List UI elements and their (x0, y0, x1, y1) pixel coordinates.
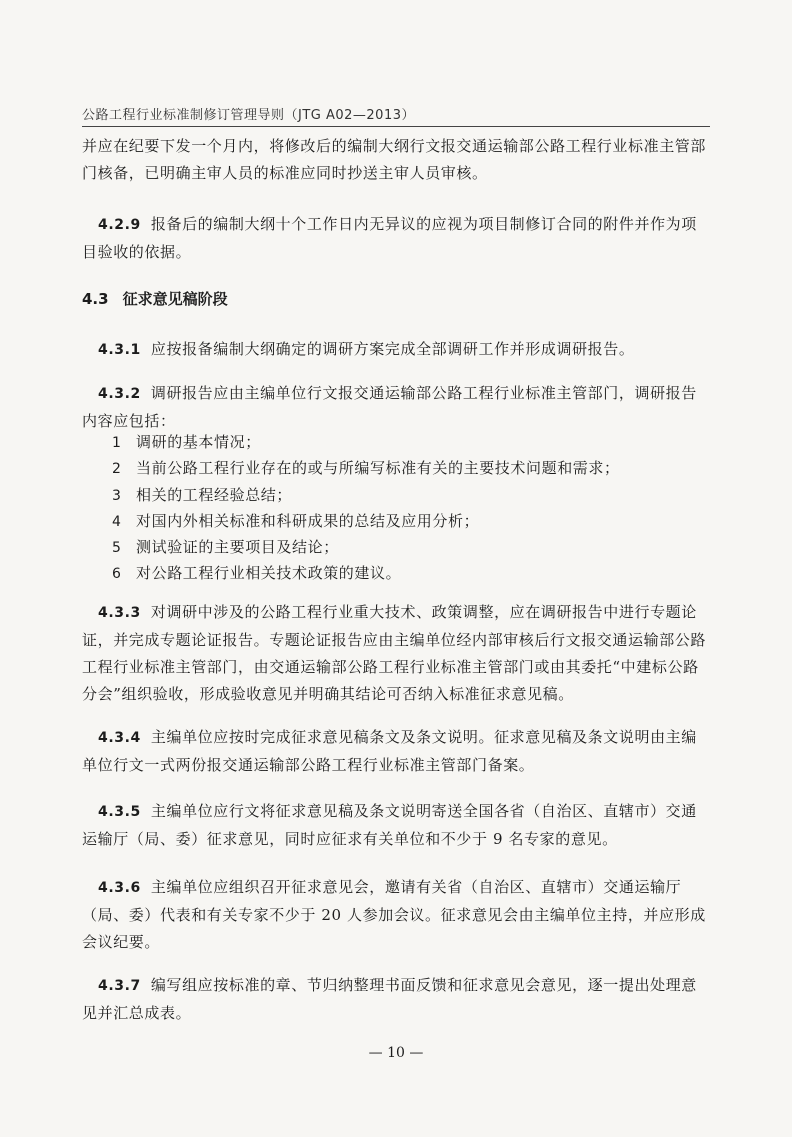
clause-number: 4.3.1 (98, 342, 141, 358)
clause-number: 4.2.9 (98, 217, 141, 233)
clause-number: 4.3.5 (98, 804, 141, 820)
clause-number: 4.3.2 (98, 386, 141, 402)
clause-4-3-3 (82, 599, 712, 708)
clause-text: 报备后的编制大纲十个工作日内无异议的应视为项目制修订合同的附件并作为项目验收的依据。 (82, 215, 697, 261)
list-item: 1 调研的基本情况； (112, 433, 261, 451)
report-content-list (112, 430, 712, 588)
list-item: 3 相关的工程经验总结； (112, 485, 293, 504)
clause-number: 4.3.6 (98, 880, 141, 896)
clause-text: 对调研中涉及的公路工程行业重大技术、政策调整，应在调研报告中进行专题论证，并完成专题论证报告。专题论证报告应由主编单位经内部审核后行文报交通运输部公路工程行业标准主管部门，由交通运输部公路工程行业标准主管部门或由其委托“中建标公路分会”组织验收，形成验收意见并明确其结论可否纳入标准征求意见稿。 (82, 603, 707, 703)
clause-text: 应按报备编制大纲确定的调研方案完成全部调研工作并形成调研报告。 (150, 340, 635, 358)
continuation-paragraph: 并应在纪要下发一个月内，将修改后的编制大纲行文报交通运输部公路工程行业标准主管部门核备，已明确主审人员的标准应同时抄送主审人员审核。 (82, 137, 707, 182)
section-heading (82, 288, 228, 309)
clause-text: 主编单位应按时完成征求意见稿条文及条文说明。征求意见稿及条文说明由主编单位行文一式两份报交通运输部公路工程行业标准主管部门备案。 (82, 728, 697, 774)
section-title: 征求意见稿阶段 (122, 290, 228, 308)
page-number: — 10 — (368, 1045, 424, 1061)
clause-4-3-5 (82, 798, 712, 853)
clause-number: 4.3.4 (98, 730, 141, 746)
list-item: 2 当前公路工程行业存在的或与所编写标准有关的主要技术问题和需求； (112, 459, 620, 478)
clause-4-3-6 (82, 874, 712, 956)
clause-4-3-1 (82, 336, 712, 364)
section-number: 4.3 (82, 290, 109, 308)
clause-text: 主编单位应行文将征求意见稿及条文说明寄送全国各省（自治区、直辖市）交通运输厅（局、委）征求意见，同时应征求有关单位和不少于 9 名专家的意见。 (82, 802, 697, 848)
running-header: 公路工程行业标准制修订管理导则（JTG A02—2013） (82, 108, 416, 123)
clause-text: 调研报告应由主编单位行文报交通运输部公路工程行业标准主管部门，调研报告内容应包括： (82, 384, 697, 430)
clause-number: 4.3.7 (98, 978, 141, 994)
clause-number: 4.3.3 (98, 605, 141, 621)
list-item: 5 测试验证的主要项目及结论； (112, 538, 339, 557)
clause-4-3-4 (82, 724, 712, 779)
clause-4-3-2 (82, 380, 712, 435)
clause-text: 主编单位应组织召开征求意见会，邀请有关省（自治区、直辖市）交通运输厅（局、委）代表和有关专家不少于 20 人参加会议。征求意见会由主编单位主持，并应形成会议纪要。 (82, 878, 706, 951)
clause-4-3-7 (82, 972, 712, 1027)
clause-text: 编写组应按标准的章、节归纳整理书面反馈和征求意见会意见，逐一提出处理意见并汇总成表。 (82, 976, 697, 1022)
list-item: 6 对公路工程行业相关技术政策的建议。 (112, 564, 402, 583)
header-rule (82, 126, 710, 127)
list-item: 4 对国内外相关标准和科研成果的总结及应用分析； (112, 511, 480, 530)
clause-4-2-9 (82, 211, 712, 266)
